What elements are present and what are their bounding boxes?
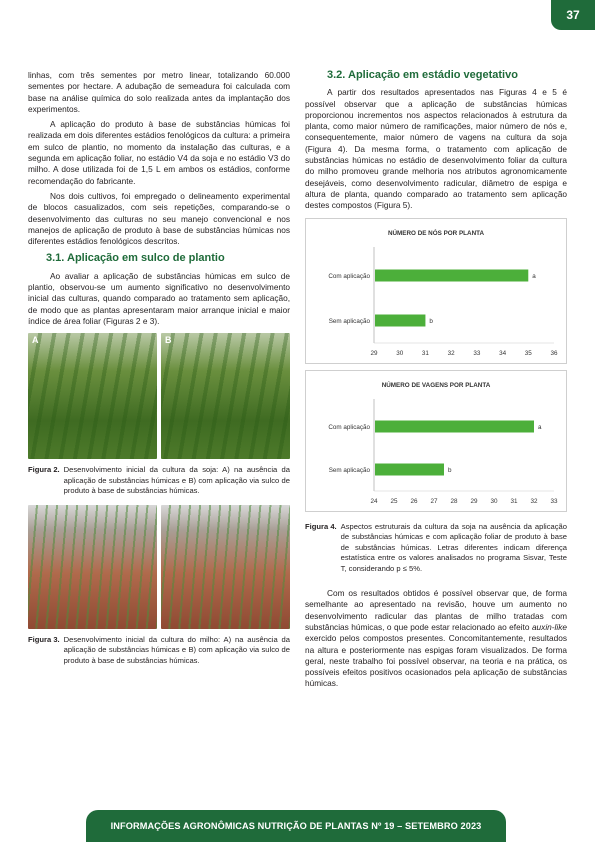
bar xyxy=(375,420,534,432)
paragraph: Nos dois cultivos, foi empregado o delineamento experimental de blocos casualizados, com seis repetições, comparando-se o desenvolvimento das culturas no seu manejo convencional e nos manejos de aplicação de produto à base de substâncias húmicas nos diferentes estádios fenológicos descritos. xyxy=(28,190,290,247)
figure-3-caption xyxy=(28,635,290,667)
corn-photo-a xyxy=(28,505,157,629)
data-label: a xyxy=(532,272,536,280)
category-label: Com aplicação xyxy=(328,423,370,431)
figure-4-caption xyxy=(305,522,567,575)
soy-photo-a xyxy=(28,333,157,459)
x-tick-label: 26 xyxy=(410,497,418,505)
text-run-italic: auxin-like xyxy=(531,621,567,632)
x-tick-label: 36 xyxy=(550,349,558,357)
paragraph: Ao avaliar a aplicação de substâncias húmicas em sulco de plantio, observou-se um aumento significativo no desenvolvimento inicial das culturas, quando comparado ao tratamento sem aplicação, de modo que as plantas apresentaram maior arranque inicial e maior índice de área foliar (Figuras 2 e 3). xyxy=(28,270,290,326)
x-tick-label: 27 xyxy=(430,497,438,505)
data-label: a xyxy=(538,423,542,431)
chart-title: NÚMERO DE VAGENS POR PLANTA xyxy=(381,381,491,389)
bar xyxy=(375,269,528,281)
x-tick-label: 29 xyxy=(470,497,478,505)
data-label: b xyxy=(429,317,433,325)
text-run: Com os resultados obtidos é possível observar que, de forma semelhante ao apresentado na revisão, houve um aumento no desenvolvimento radicular das plantas de milho tratadas com substâncias húmicas, o que pode estar relacionado ao efeito xyxy=(305,588,567,632)
x-tick-label: 33 xyxy=(473,349,481,357)
paragraph: A partir dos resultados apresentados nas Figuras 4 e 5 é possível observar que a aplicação de substâncias húmicas proporcionou incrementos nos aspectos relacionados à estrutura da planta, como maior número de ramificações, maior número de nós e, consequentemente, maior número de vagens na cultura da soja (Figura 4). Da mesma forma, o tratamento com aplicação de substâncias húmicas no estádio de desenvolvimento foliar da cultura do milho promoveu grande melhoria nos atributos agronomicamente desejáveis, como desenvolvimento radicular, diâmetro de espiga e altura de planta, quando comparado ao tratamento sem aplicação destes compostos (Figura 5). xyxy=(305,87,567,211)
footer-banner: INFORMAÇÕES AGRONÔMICAS NUTRIÇÃO DE PLANTAS Nº 19 – SETEMBRO 2023 xyxy=(86,810,506,842)
category-label: Sem aplicação xyxy=(328,466,370,474)
caption-text: Desenvolvimento inicial da cultura do milho: A) na ausência da aplicação de substâncias húmicas e B) com aplicação via sulco de produto à base de substâncias húmicas. xyxy=(63,634,290,665)
caption-label: Figura 4. xyxy=(305,521,337,531)
right-column xyxy=(305,70,567,694)
data-label: b xyxy=(448,466,452,474)
section-heading-3-1: 3.1. Aplicação em sulco de plantio xyxy=(46,252,225,265)
x-tick-label: 32 xyxy=(447,349,455,357)
x-tick-label: 34 xyxy=(499,349,507,357)
x-tick-label: 28 xyxy=(450,497,458,505)
section-heading-3-2: 3.2. Aplicação em estádio vegetativo xyxy=(327,69,518,81)
chart-pods xyxy=(306,371,566,511)
photo-label: B xyxy=(165,335,172,346)
chart-title: NÚMERO DE NÓS POR PLANTA xyxy=(387,229,485,237)
figure-2-photos xyxy=(28,333,290,459)
x-tick-label: 33 xyxy=(550,497,558,505)
x-tick-label: 25 xyxy=(390,497,398,505)
x-tick-label: 30 xyxy=(490,497,498,505)
caption-text: Desenvolvimento inicial da cultura da soja: A) na ausência da aplicação de substâncias húmicas e B) com aplicação via sulco de produto à base de substâncias húmicas. xyxy=(63,465,290,496)
page-number: 37 xyxy=(551,0,595,30)
paragraph: A aplicação do produto à base de substâncias húmicas foi realizada em dois diferentes estádios fenológicos da cultura: a primeira em sulco de plantio, no momento da instalação das culturas, e a segunda em aplicação foliar, no estádio V4 da soja e no estádio V3 do milho. A dose utilizada foi de 1,5 L em ambos os estádios, conforme recomendação do fabricante. xyxy=(28,119,290,186)
bar xyxy=(375,314,425,326)
x-tick-label: 24 xyxy=(370,497,378,505)
figure-3-photos xyxy=(28,505,290,629)
paragraph xyxy=(305,588,567,690)
chart-nodes-box xyxy=(305,218,567,364)
soy-photo-b xyxy=(161,333,290,459)
photo-label: A xyxy=(32,335,39,346)
paragraph: linhas, com três sementes por metro linear, totalizando 60.000 sementes por hectare. A adubação de semeadura foi calculada com base na análise química do solo realizada antes da implantação dos experimentos. xyxy=(28,70,290,114)
x-tick-label: 29 xyxy=(370,349,378,357)
caption-label: Figura 2. xyxy=(28,465,60,475)
x-tick-label: 35 xyxy=(524,349,532,357)
bar xyxy=(375,463,444,475)
figure-2-caption xyxy=(28,465,290,497)
caption-text: Aspectos estruturais da cultura da soja na ausência da aplicação de substâncias húmicas e com aplicação foliar de produto à base de substâncias húmicas. Letras diferentes indicam diferença estatística entre os valores analisados no programa Sisvar, Teste T, considerando p ≤ 5%. xyxy=(340,521,567,573)
category-label: Sem aplicação xyxy=(328,317,370,325)
corn-photo-b xyxy=(161,505,290,629)
x-tick-label: 31 xyxy=(421,349,429,357)
text-run: exercido pelos compostos presentes. Concomitantemente, resultados na altura e posteriormente nas espigas foram visualizados. De forma geral, neste trabalho foi possível observar, na teoria e na prática, os possíveis efeitos positivos ocasionados pela aplicação de substâncias húmicas. xyxy=(305,633,567,689)
x-tick-label: 31 xyxy=(510,497,518,505)
chart-pods-box xyxy=(305,370,567,512)
caption-label: Figura 3. xyxy=(28,634,60,644)
category-label: Com aplicação xyxy=(328,272,370,280)
x-tick-label: 32 xyxy=(530,497,538,505)
x-tick-label: 30 xyxy=(396,349,404,357)
chart-nodes xyxy=(306,219,566,363)
left-column xyxy=(28,70,290,674)
